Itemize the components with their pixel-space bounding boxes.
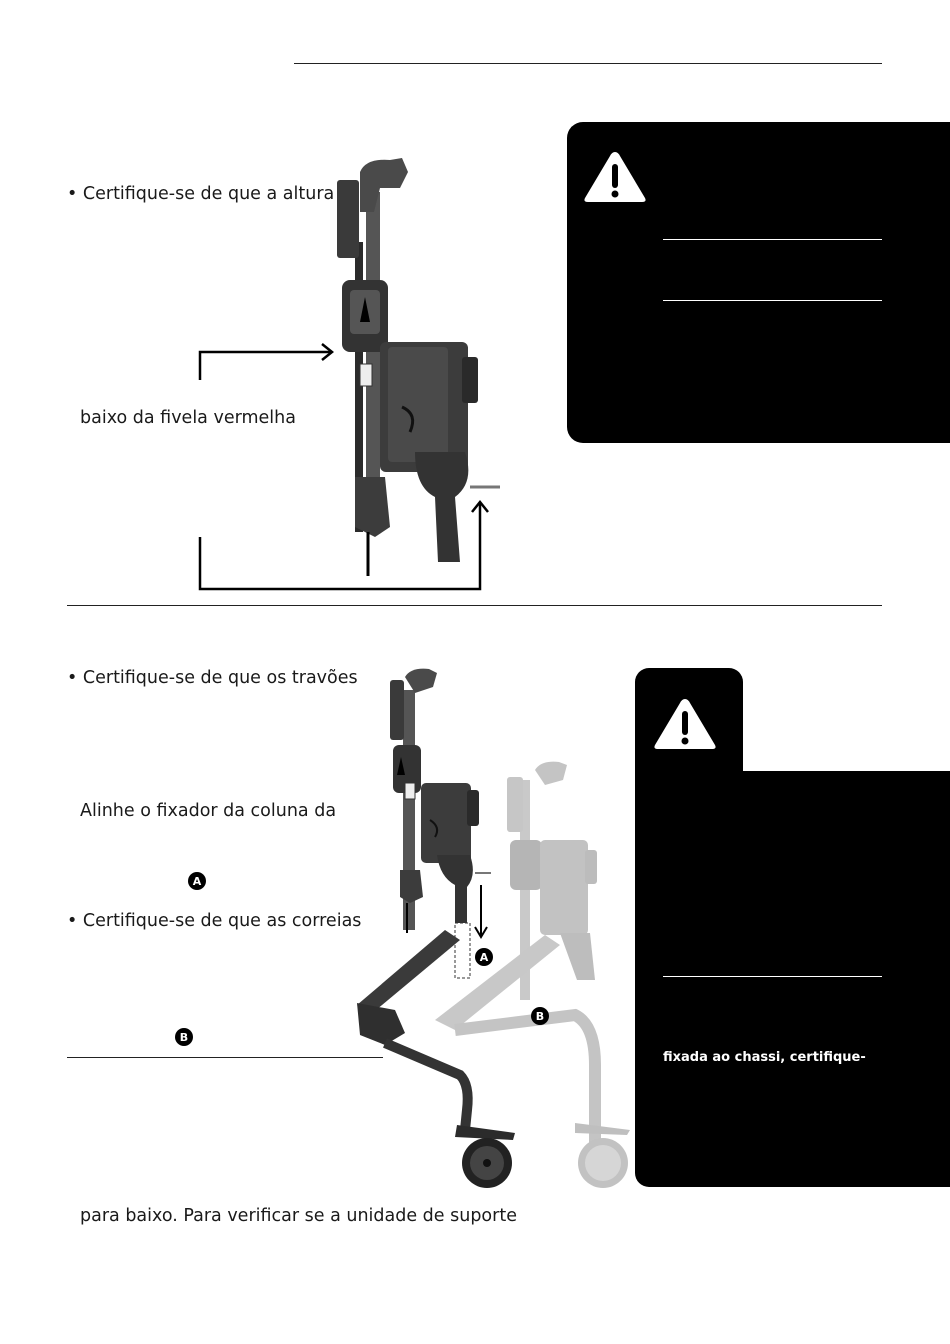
section1-bullet-text: • Certifique-se de que a altura (67, 184, 335, 204)
dark-walker (357, 669, 515, 1188)
marker-a: A (188, 872, 206, 890)
section2-bullet1-text: • Certifique-se de que os travões (67, 668, 358, 688)
warning1-rule-1 (663, 239, 882, 240)
section2-text-divider (67, 1057, 383, 1058)
warning-triangle-icon (583, 150, 647, 204)
section2-align-text: Alinhe o fixador da coluna da (80, 801, 337, 821)
section-divider (67, 605, 882, 606)
svg-text:A: A (479, 951, 489, 964)
warning-box-2 (635, 771, 950, 1187)
svg-text:B: B (535, 1010, 545, 1023)
section1-body-text: baixo da fivela vermelha (80, 408, 296, 428)
section2-bullet2-text: • Certifique-se de que as correias (67, 911, 362, 931)
walker-attachment-illustration (345, 665, 635, 1190)
marker-b: B (175, 1028, 193, 1046)
arrow-icon (200, 352, 330, 380)
top-divider (294, 63, 882, 64)
warning-triangle-icon-2 (653, 697, 717, 751)
harness-height-illustration (190, 152, 510, 592)
section2-bottom-text: para baixo. Para verificar se a unidade de suporte (80, 1206, 517, 1226)
warning1-rule-2 (663, 300, 882, 301)
warning2-rule (663, 976, 882, 977)
warning2-text: fixada ao chassi, certifique- (663, 1050, 866, 1065)
